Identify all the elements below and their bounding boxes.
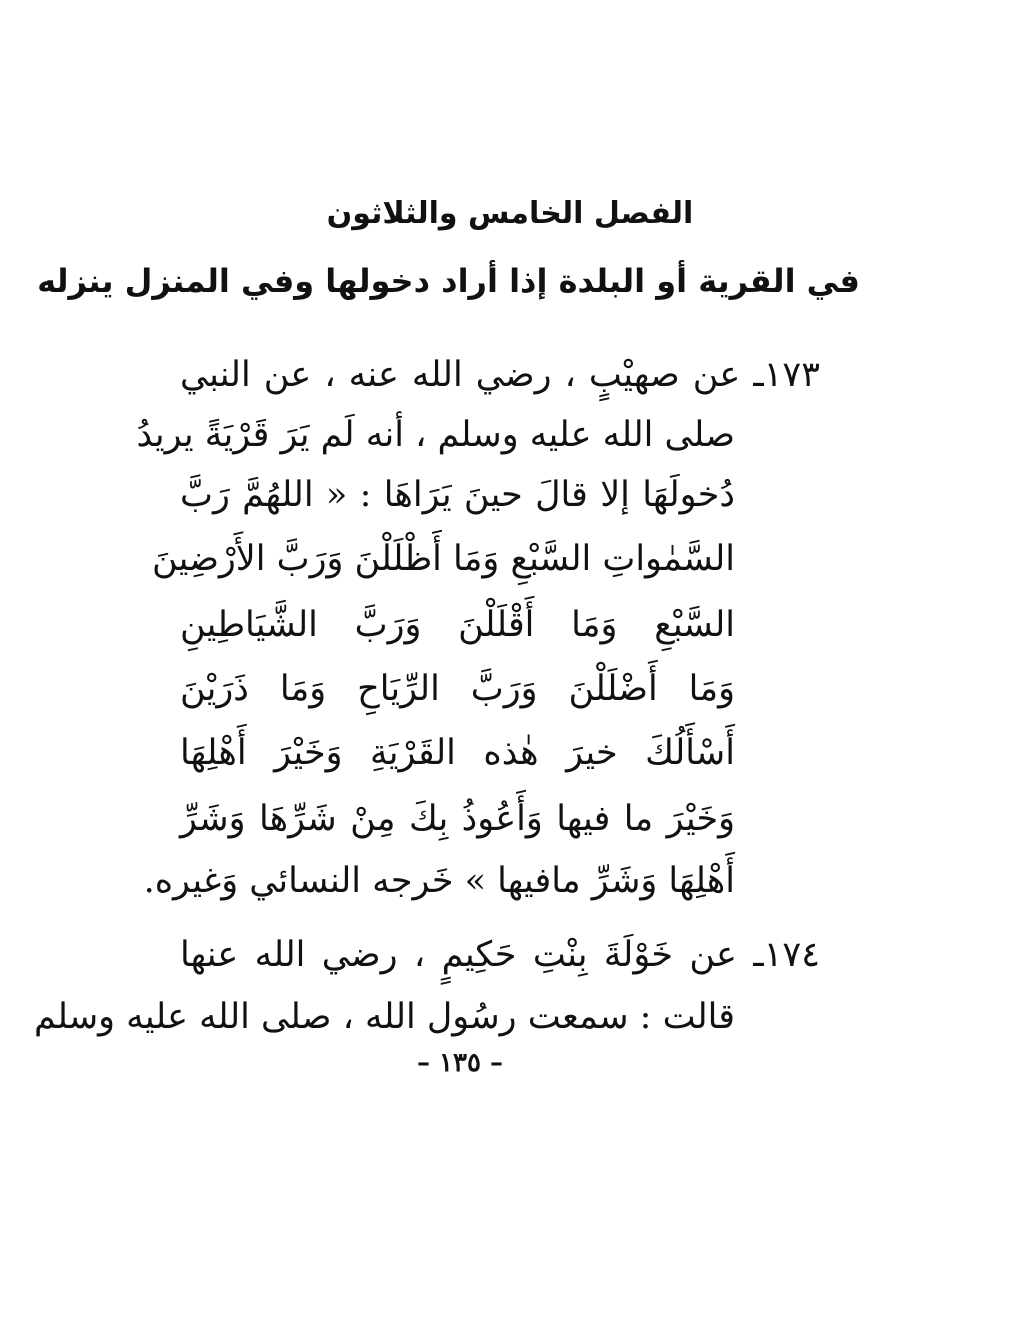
chapter-title: الفصل الخامس والثلاثون — [326, 196, 694, 231]
page-number: – ١٣٥ – — [416, 1048, 504, 1078]
hadith-173-line-1: ١٧٣ـ عن صهيْبٍ ، رضي الله عنه ، عن النبي — [180, 355, 820, 395]
hadith-173-line-6: وَمَا أَضْلَلْنَ وَرَبَّ الرِّيَاحِ وَمَا ذَرَيْنَ — [180, 669, 735, 709]
hadith-173-line-3: دُخولَهَا إلا قالَ حينَ يَرَاهَا : « اللهُمَّ رَبَّ — [180, 475, 735, 515]
hadith-173-line-9: أَهْلِهَا وَشَرِّ مافيها » خَرجه النسائي وَغيره. — [143, 861, 735, 901]
hadith-173-line-8: وَخَيْرَ ما فيها وَأَعُوذُ بِكَ مِنْ شَرِّهَا وَشَرِّ — [180, 799, 735, 839]
hadith-174-line-2: قالت : سمعت رسُول الله ، صلى الله عليه وسلم — [33, 997, 735, 1037]
hadith-173-line-2: صلى الله عليه وسلم ، أنه لَم يَرَ قَرْيَةً يريدُ — [136, 415, 735, 455]
chapter-subtitle: في القرية أو البلدة إذا أراد دخولها وفي المنزل ينزله — [37, 262, 860, 300]
hadith-173-line-7: أَسْأَلُكَ خيرَ هٰذه القَرْيَةِ وَخَيْرَ أَهْلِهَا — [180, 733, 735, 773]
hadith-174-line-1: ١٧٤ـ عن خَوْلَةَ بِنْتِ حَكِيمٍ ، رضي الله عنها — [180, 935, 820, 975]
hadith-173-line-4: السَّمٰواتِ السَّبْعِ وَمَا أَظْلَلْنَ وَرَبَّ الأَرْضِينَ — [151, 539, 735, 579]
hadith-173-line-5: السَّبْعِ وَمَا أَقْلَلْنَ وَرَبَّ الشَّيَاطِينِ — [180, 605, 735, 645]
